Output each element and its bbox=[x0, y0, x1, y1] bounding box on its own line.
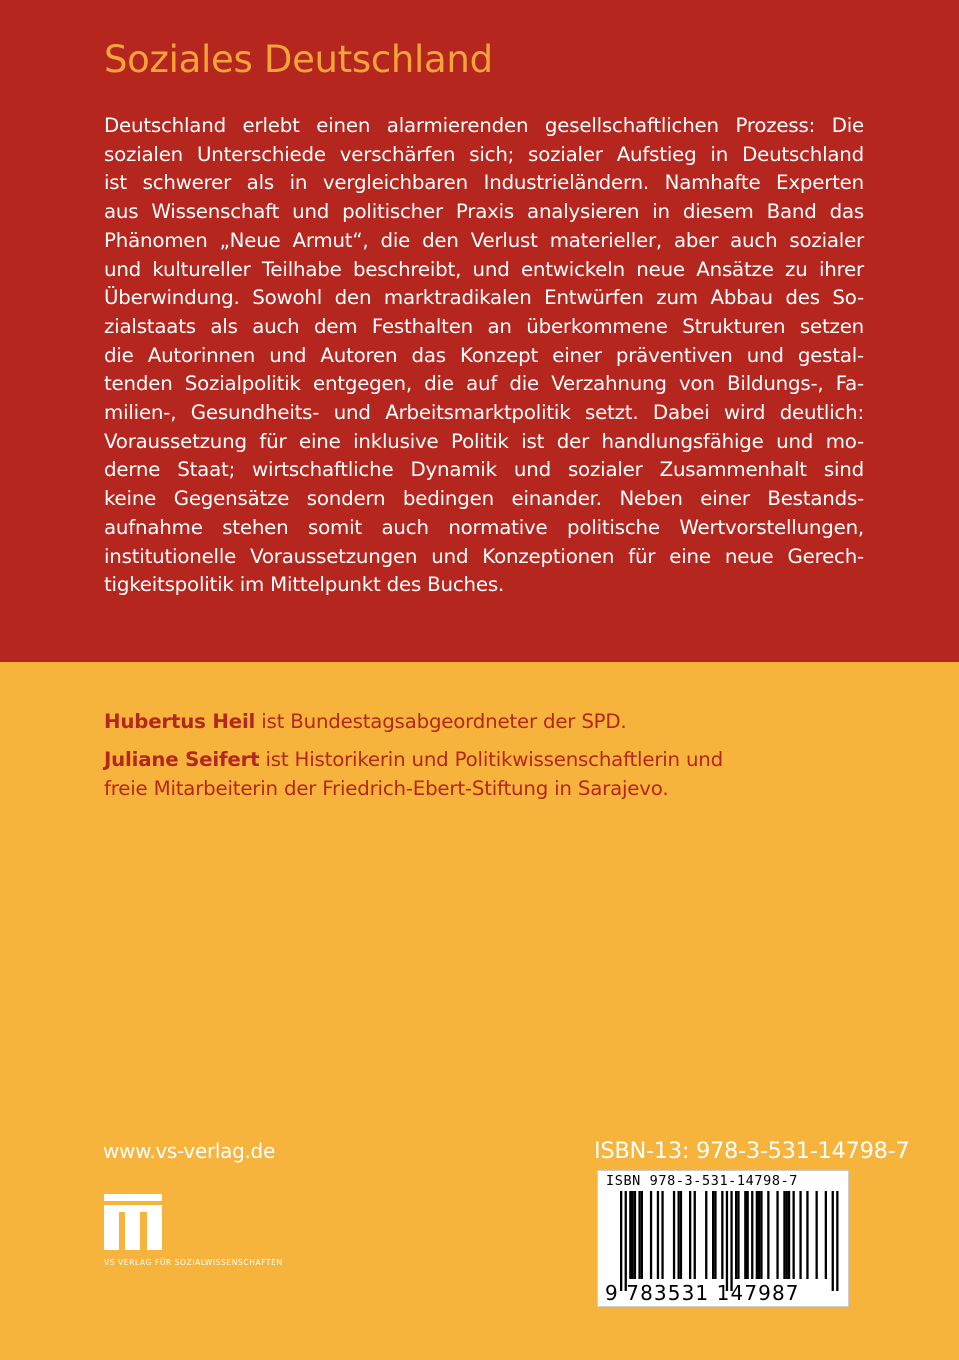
barcode-bar bbox=[726, 1191, 728, 1291]
barcode-bar bbox=[641, 1191, 643, 1279]
publisher-url[interactable]: www.vs-verlag.de bbox=[103, 1139, 275, 1163]
barcode-bar bbox=[806, 1191, 808, 1279]
author-bio-heil bbox=[104, 708, 627, 737]
barcode-bar bbox=[735, 1191, 737, 1279]
publisher-logo bbox=[104, 1194, 162, 1250]
barcode-bar bbox=[634, 1191, 636, 1279]
barcode-bar bbox=[756, 1191, 758, 1279]
barcode-bar bbox=[816, 1191, 818, 1279]
barcode-bar bbox=[767, 1191, 769, 1279]
book-title: Soziales Deutschland bbox=[104, 38, 493, 81]
barcode-bar bbox=[747, 1191, 749, 1279]
barcode-bar bbox=[689, 1191, 691, 1279]
barcode-bar bbox=[786, 1191, 788, 1279]
barcode-isbn-text: ISBN 978-3-531-14798-7 bbox=[606, 1173, 799, 1189]
description-line: zialstaats als auch dem Festhalten an überkommene Strukturen setzen bbox=[104, 314, 864, 338]
description-line: und kultureller Teilhabe beschreibt, und entwickeln neue Ansätze zu ihrer bbox=[104, 257, 864, 281]
barcode-bar bbox=[705, 1191, 707, 1279]
barcode-bar bbox=[620, 1191, 622, 1291]
barcode-bar bbox=[737, 1191, 739, 1279]
barcode-bar bbox=[788, 1191, 790, 1279]
description-line: tigkeitspolitik im Mittelpunkt des Buches. bbox=[104, 573, 505, 597]
description-line: derne Staat; wirtschaftliche Dynamik und sozialer Zusammenhalt sind bbox=[104, 458, 864, 482]
description-line: ist schwerer als in vergleichbaren Industrieländern. Namhafte Experten bbox=[104, 171, 864, 195]
barcode-bar bbox=[694, 1191, 696, 1279]
ean-number: 9 783531 147987 bbox=[605, 1281, 800, 1305]
barcode-bar bbox=[680, 1191, 682, 1279]
barcode-bar bbox=[721, 1191, 723, 1279]
barcode-bar bbox=[776, 1191, 778, 1279]
book-description bbox=[104, 112, 864, 600]
barcode bbox=[597, 1170, 849, 1307]
description-line: die Autorinnen und Autoren das Konzept einer präventiven und gestal- bbox=[104, 343, 864, 367]
description-panel bbox=[0, 0, 959, 662]
barcode-bar bbox=[625, 1191, 627, 1291]
barcode-bar bbox=[650, 1191, 652, 1279]
barcode-bar bbox=[758, 1191, 760, 1279]
barcode-bar bbox=[638, 1191, 640, 1279]
barcode-bar bbox=[712, 1191, 714, 1279]
description-line: milien-, Gesundheits- und Arbeitsmarktpolitik setzt. Dabei wird deutlich: bbox=[104, 401, 864, 425]
barcode-bar bbox=[744, 1191, 746, 1279]
publisher-name: VS VERLAG FÜR SOZIALWISSENSCHAFTEN bbox=[104, 1258, 283, 1267]
author-name: Juliane Seifert bbox=[104, 748, 260, 771]
author-name: Hubertus Heil bbox=[104, 710, 256, 733]
barcode-bar bbox=[760, 1191, 762, 1279]
isbn-label: ISBN-13: 978-3-531-14798-7 bbox=[594, 1138, 910, 1164]
description-line: sozialen Unterschiede verschärfen sich; sozialer Aufstieg in Deutschland bbox=[104, 142, 864, 166]
author-bio-text: ist Historikerin und Politikwissenschaftlerin und bbox=[265, 748, 723, 771]
author-bio-text: ist Bundestagsabgeordneter der SPD. bbox=[261, 710, 627, 733]
author-bio-seifert bbox=[104, 746, 723, 803]
description-line: Voraussetzung für eine inklusive Politik ist der handlungsfähige und mo- bbox=[104, 429, 864, 453]
author-bio-text: freie Mitarbeiterin der Friedrich-Ebert-Stiftung in Sarajevo. bbox=[104, 776, 669, 800]
barcode-bar bbox=[714, 1191, 716, 1279]
description-line: aufnahme stehen somit auch normative politische Wertvorstellungen, bbox=[104, 515, 864, 539]
description-line: institutionelle Voraussetzungen und Konzeptionen für eine neue Gerech- bbox=[104, 544, 864, 568]
description-line: aus Wissenschaft und politischer Praxis analysieren in diesem Band das bbox=[104, 200, 864, 224]
barcode-bar bbox=[657, 1191, 659, 1279]
barcode-bars bbox=[598, 1191, 848, 1291]
description-line: keine Gegensätze sondern bedingen einander. Neben einer Bestands- bbox=[104, 487, 864, 511]
description-line: Überwindung. Sowohl den marktradikalen Entwürfen zum Abbau des So- bbox=[104, 286, 864, 310]
barcode-bar bbox=[825, 1191, 827, 1279]
author-bio-line bbox=[104, 746, 723, 775]
barcode-bar bbox=[793, 1191, 795, 1279]
author-bio-line bbox=[104, 708, 627, 737]
description-line: Deutschland erlebt einen alarmierenden gesellschaftlichen Prozess: Die bbox=[104, 114, 864, 137]
barcode-bar bbox=[730, 1191, 732, 1291]
description-line: Phänomen „Neue Armut“, die den Verlust materieller, aber auch sozialer bbox=[104, 228, 864, 252]
barcode-bar bbox=[836, 1191, 838, 1291]
barcode-bar bbox=[661, 1191, 663, 1279]
barcode-bar bbox=[629, 1191, 631, 1279]
barcode-bar bbox=[751, 1191, 753, 1279]
barcode-bar bbox=[673, 1191, 675, 1279]
description-line: tenden Sozialpolitik entgegen, die auf die Verzahnung von Bildungs-, Fa- bbox=[104, 372, 864, 396]
barcode-bar bbox=[632, 1191, 634, 1279]
barcode-bar bbox=[783, 1191, 785, 1279]
barcode-bar bbox=[832, 1191, 834, 1291]
barcode-bar bbox=[799, 1191, 801, 1279]
barcode-bar bbox=[678, 1191, 680, 1279]
